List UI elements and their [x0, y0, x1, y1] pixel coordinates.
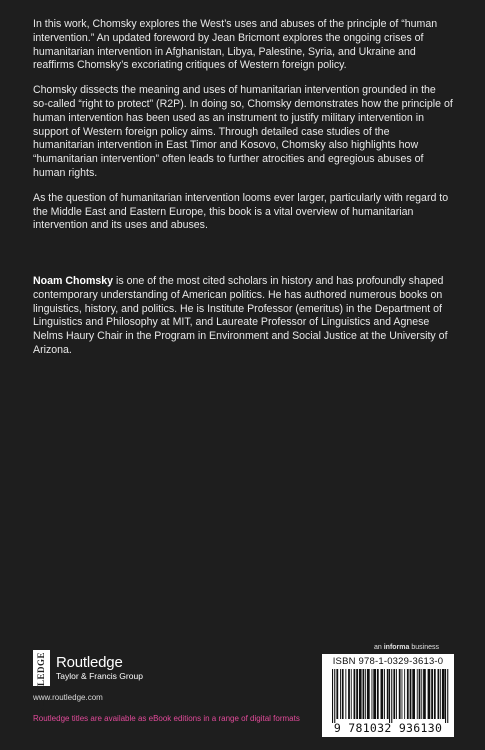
barcode-bar [407, 669, 409, 719]
barcode-bar [348, 669, 350, 719]
publisher-group: Taylor & Francis Group [56, 671, 143, 681]
barcode-bar [377, 669, 379, 719]
barcode-bar [332, 669, 333, 723]
routledge-logo-icon [33, 650, 50, 715]
barcode [322, 654, 454, 737]
barcode-bar [342, 669, 344, 719]
barcode-bar [404, 669, 405, 719]
barcode-bar [384, 669, 385, 719]
barcode-bar [391, 669, 392, 723]
barcode-bar [363, 669, 365, 719]
barcode-bar [340, 669, 341, 719]
author-bio [33, 275, 453, 358]
informa-brand: informa [383, 644, 410, 651]
barcode-bar [421, 669, 422, 719]
barcode-bar [396, 669, 397, 719]
barcode-bar [367, 669, 370, 719]
barcode-bar [387, 669, 389, 719]
barcode-bar [434, 669, 436, 719]
description-paragraph-3: As the question of humanitarian intervention looms ever larger, particularly with regard to the Middle East and Eastern Europe, this book is a vital overview of humanitarian intervention and its uses and abuses. [33, 191, 449, 232]
barcode-bar [393, 669, 395, 719]
barcode-bar [410, 669, 412, 719]
barcode-bar [440, 669, 441, 719]
barcode-bar [359, 669, 362, 719]
barcode-bar [356, 669, 358, 719]
barcode-bar [334, 669, 335, 723]
ebook-note: Routledge titles are available as eBook editions in a range of digital formats [33, 714, 300, 723]
barcode-bar [417, 669, 418, 719]
description [33, 18, 453, 244]
isbn-label: ISBN 978-1-0329-3613-0 [332, 656, 444, 667]
logo-mark-text: ROUTLEDGE [36, 652, 46, 715]
barcode-bar [447, 669, 448, 723]
publisher-text [56, 654, 143, 682]
barcode-bar [373, 669, 376, 719]
barcode-bar [445, 669, 446, 723]
barcode-bar [428, 669, 431, 719]
description-paragraph-2: Chomsky dissects the meaning and uses of humanitarian intervention grounded in the so-called “right to protect” (R2P). In doing so, Chomsky demonstrates how the principle of human intervention has been used as an instrument to justify military intervention in support of Western foreign policy aims. Through detailed case studies of the humanitarian intervention in East Timor and Kosovo, Chomsky also highlights how “humanitarian intervention” often leads to further atrocities and egregious abuses of human rights. [33, 84, 453, 179]
barcode-bar [423, 669, 426, 719]
barcode-bar [442, 669, 445, 719]
informa-tagline [374, 644, 439, 651]
barcode-bar [438, 669, 440, 719]
barcode-bar [336, 669, 338, 719]
author-bio-text: is one of the most cited scholars in history and has profoundly shaped contemporary understanding of American politics. He has authored numerous books on linguistics, history, and politics. He is Institute Professor (emeritus) in the Department of Linguistics and Philosophy at MIT, and Laureate Professor of Linguistics and Agnese Nelms Haury Chair in the Program in Environment and Social Justice at the University of Arizona. [33, 275, 448, 356]
barcode-bar [412, 669, 415, 719]
informa-suffix: business [409, 644, 439, 651]
publisher-name: Routledge [56, 654, 123, 671]
publisher-url: www.routledge.com [33, 693, 103, 702]
barcode-bars [332, 669, 450, 723]
description-paragraph-1: In this work, Chomsky explores the West’s uses and abuses of the principle of “human intervention.” An updated foreword by Jean Bricmont explores the ongoing crises of humanitarian intervention in Afghanistan, Libya, Palestine, Syria, and Ukraine and reaffirms Chomsky’s excoriating critiques of Western foreign policy. [33, 18, 438, 72]
barcode-bar [354, 669, 356, 719]
barcode-bar [402, 669, 403, 719]
barcode-bar [389, 669, 390, 723]
informa-prefix: an [374, 644, 384, 651]
barcode-bar [399, 669, 401, 719]
barcode-bar [365, 669, 366, 719]
barcode-bar [431, 669, 433, 719]
barcode-bar [419, 669, 421, 719]
barcode-bar [351, 669, 352, 719]
barcode-digits: 9 781032 936130 [333, 721, 443, 735]
author-name: Noam Chomsky [33, 275, 114, 287]
barcode-bar [381, 669, 384, 719]
barcode-bar [372, 669, 373, 719]
barcode-bar [345, 669, 346, 719]
